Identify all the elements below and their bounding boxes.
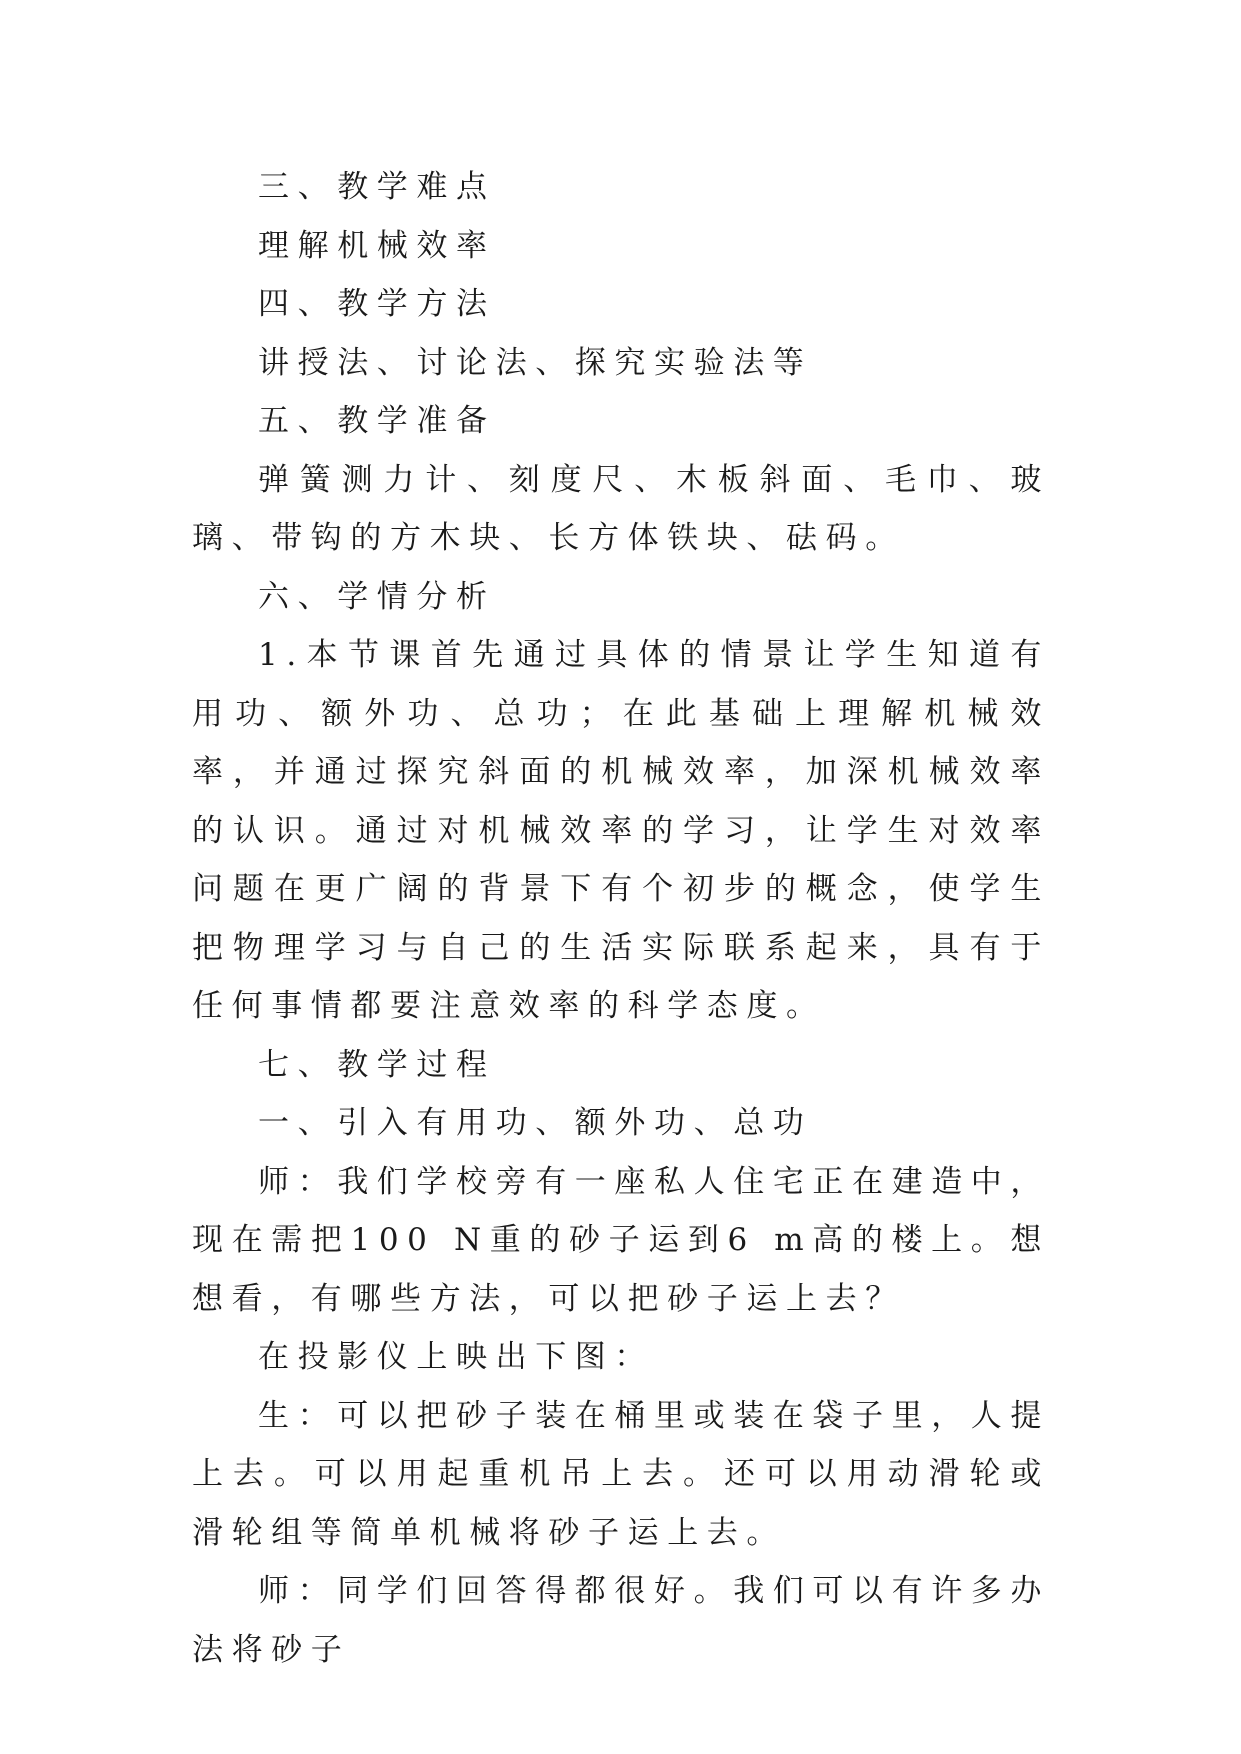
subheading-introduction: 一、引入有用功、额外功、总功 — [258, 1105, 813, 1141]
heading-student-analysis: 六、学情分析 — [258, 578, 496, 615]
paragraph-teaching-method: 讲授法、讨论法、探究实验法等 — [258, 344, 813, 381]
paragraph-teacher-question: 师：我们学校旁有一座私人住宅正在建造中，现在需把100 N重的砂子运到6 m高的楼上。想想看，有哪些方法，可以把砂子运上去？ — [192, 1163, 1050, 1317]
document-body — [192, 158, 1050, 1679]
heading-teaching-preparation: 五、教学准备 — [258, 403, 496, 439]
paragraph-teacher-reply: 师：同学们回答得都很好。我们可以有许多办法将砂子 — [192, 1573, 1050, 1668]
paragraph-student-answer: 生：可以把砂子装在桶里或装在袋子里，人提上去。可以用起重机吊上去。还可以用动滑轮或滑轮组等简单机械将砂子运上去。 — [192, 1397, 1050, 1551]
paragraph-teaching-difficulty: 理解机械效率 — [258, 227, 496, 264]
heading-teaching-method: 四、教学方法 — [258, 286, 496, 322]
paragraph-projector: 在投影仪上映出下图： — [258, 1339, 654, 1375]
paragraph-teaching-preparation: 弹簧测力计、刻度尺、木板斜面、毛巾、玻璃、带钩的方木块、长方体铁块、砝码。 — [192, 461, 1050, 556]
heading-teaching-difficulty: 三、教学难点 — [258, 169, 496, 205]
heading-teaching-process: 七、教学过程 — [258, 1046, 496, 1083]
paragraph-student-analysis: 1.本节课首先通过具体的情景让学生知道有用功、额外功、总功；在此基础上理解机械效率，并通过探究斜面的机械效率，加深机械效率的认识。通过对机械效率的学习，让学生对效率问题在更广阔的背景下有个初步的概念，使学生把物理学习与自己的生活实际联系起来，具有于任何事情都要注意效率的科学态度。 — [192, 637, 1050, 1024]
